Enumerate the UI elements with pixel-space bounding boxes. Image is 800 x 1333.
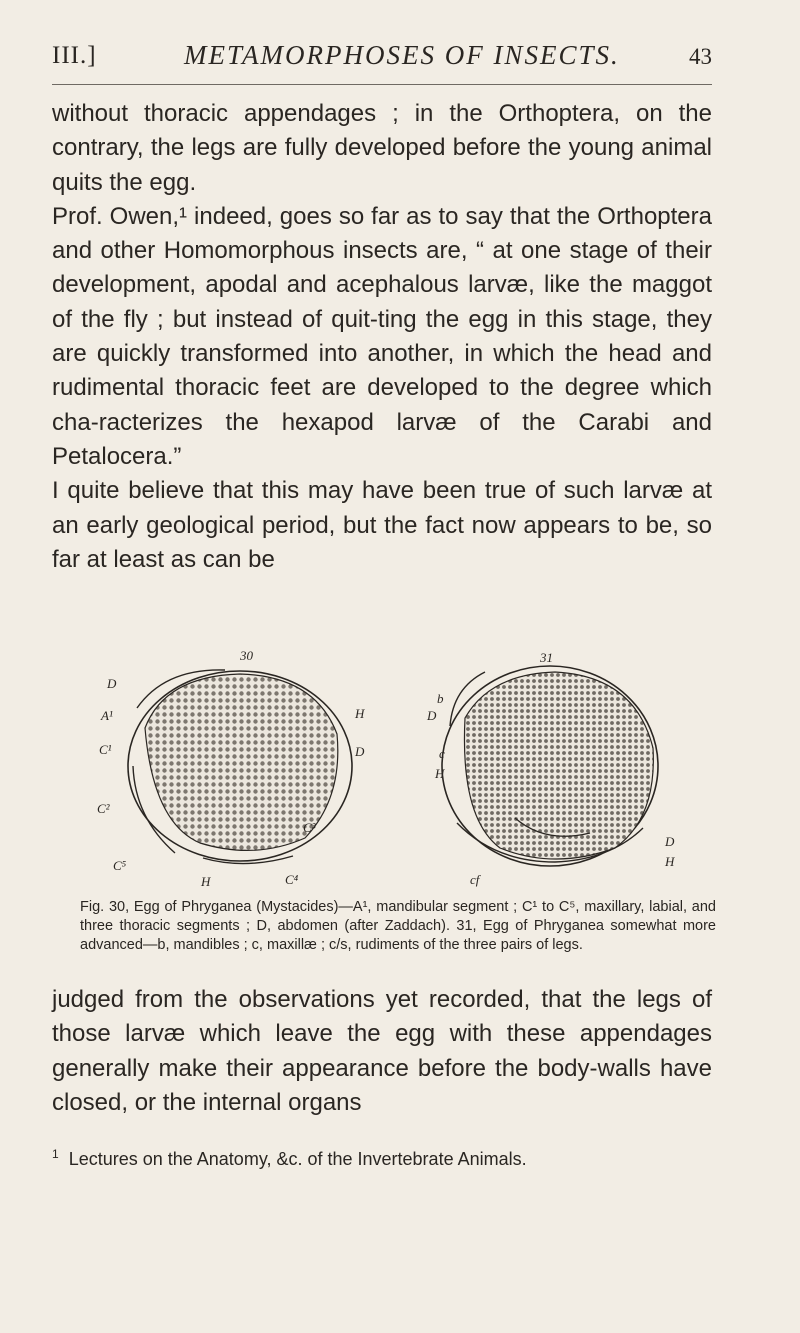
paragraph: Prof. Owen,¹ indeed, goes so far as to say that the Orthoptera and other Homomorphous insects are, “ at one stage of their development, apodal and acephalous larvæ, like the maggot of the fly ; but instead of quit-ting the egg in this stage, they are quickly transformed into another, in which the head and rudimental thoracic feet are developed to the degree which cha-racterizes the hexapod larvæ of the Carabi and Petalocera.” xyxy=(52,202,712,470)
label-d-right: D xyxy=(355,744,365,759)
label-c1: C¹ xyxy=(99,742,112,757)
body-text-bottom xyxy=(52,983,712,1120)
label-a1: A¹ xyxy=(101,708,113,723)
paragraph: I quite believe that this may have been true of such larvæ at an early geological period, but the fact now appears to be, so far at least as can be xyxy=(52,477,712,573)
footnote-text: Lectures on the Anatomy, &c. of the Invertebrate Animals. xyxy=(68,1149,527,1169)
chapter-number: III.] xyxy=(52,42,97,69)
figure-30-egg xyxy=(97,648,365,889)
label-h-lower: H xyxy=(665,854,675,869)
figure-31-egg xyxy=(426,650,675,887)
label-d-lower: D xyxy=(665,834,675,849)
label-c3: C³ xyxy=(303,820,316,835)
page-number: 43 xyxy=(689,44,712,69)
body-text-top xyxy=(52,97,712,577)
running-header xyxy=(52,40,712,85)
label-d: D xyxy=(427,708,437,723)
label-d: D xyxy=(107,676,117,691)
label-b: b xyxy=(437,691,444,706)
label-c5: C⁵ xyxy=(113,858,127,873)
footnote-marker: 1 xyxy=(52,1147,59,1161)
paragraph: without thoracic appendages ; in the Orthoptera, on the contrary, the legs are fully developed before the young animal quits the egg. xyxy=(52,100,712,196)
running-title: METAMORPHOSES OF INSECTS. xyxy=(184,40,620,70)
label-h: H xyxy=(435,766,445,781)
figure-30-number: 30 xyxy=(240,648,253,663)
label-c: c xyxy=(439,746,445,761)
label-h: H xyxy=(201,874,211,889)
label-cf: cf xyxy=(470,872,480,887)
egg-figures xyxy=(97,648,725,898)
label-c4: C⁴ xyxy=(285,872,299,887)
label-c2: C² xyxy=(97,801,110,816)
paragraph: judged from the observations yet recorded, that the legs of those larvæ which leave the egg with these appendages generally make their appearance before the body-walls have closed, or the internal organs xyxy=(52,986,712,1116)
label-h-right: H xyxy=(355,706,365,721)
footnote xyxy=(52,1142,712,1171)
figure-caption: Fig. 30, Egg of Phryganea (Mystacides)—A¹, mandibular segment ; C¹ to C⁵, maxillary, labial, and three thoracic segments ; D, abdomen (after Zaddach). 31, Egg of Phryganea somewhat more advanced—b, mandibles ; c, maxillæ ; c/s, rudiments of the three pairs of legs. xyxy=(80,899,716,953)
figure-31-number: 31 xyxy=(540,650,553,665)
